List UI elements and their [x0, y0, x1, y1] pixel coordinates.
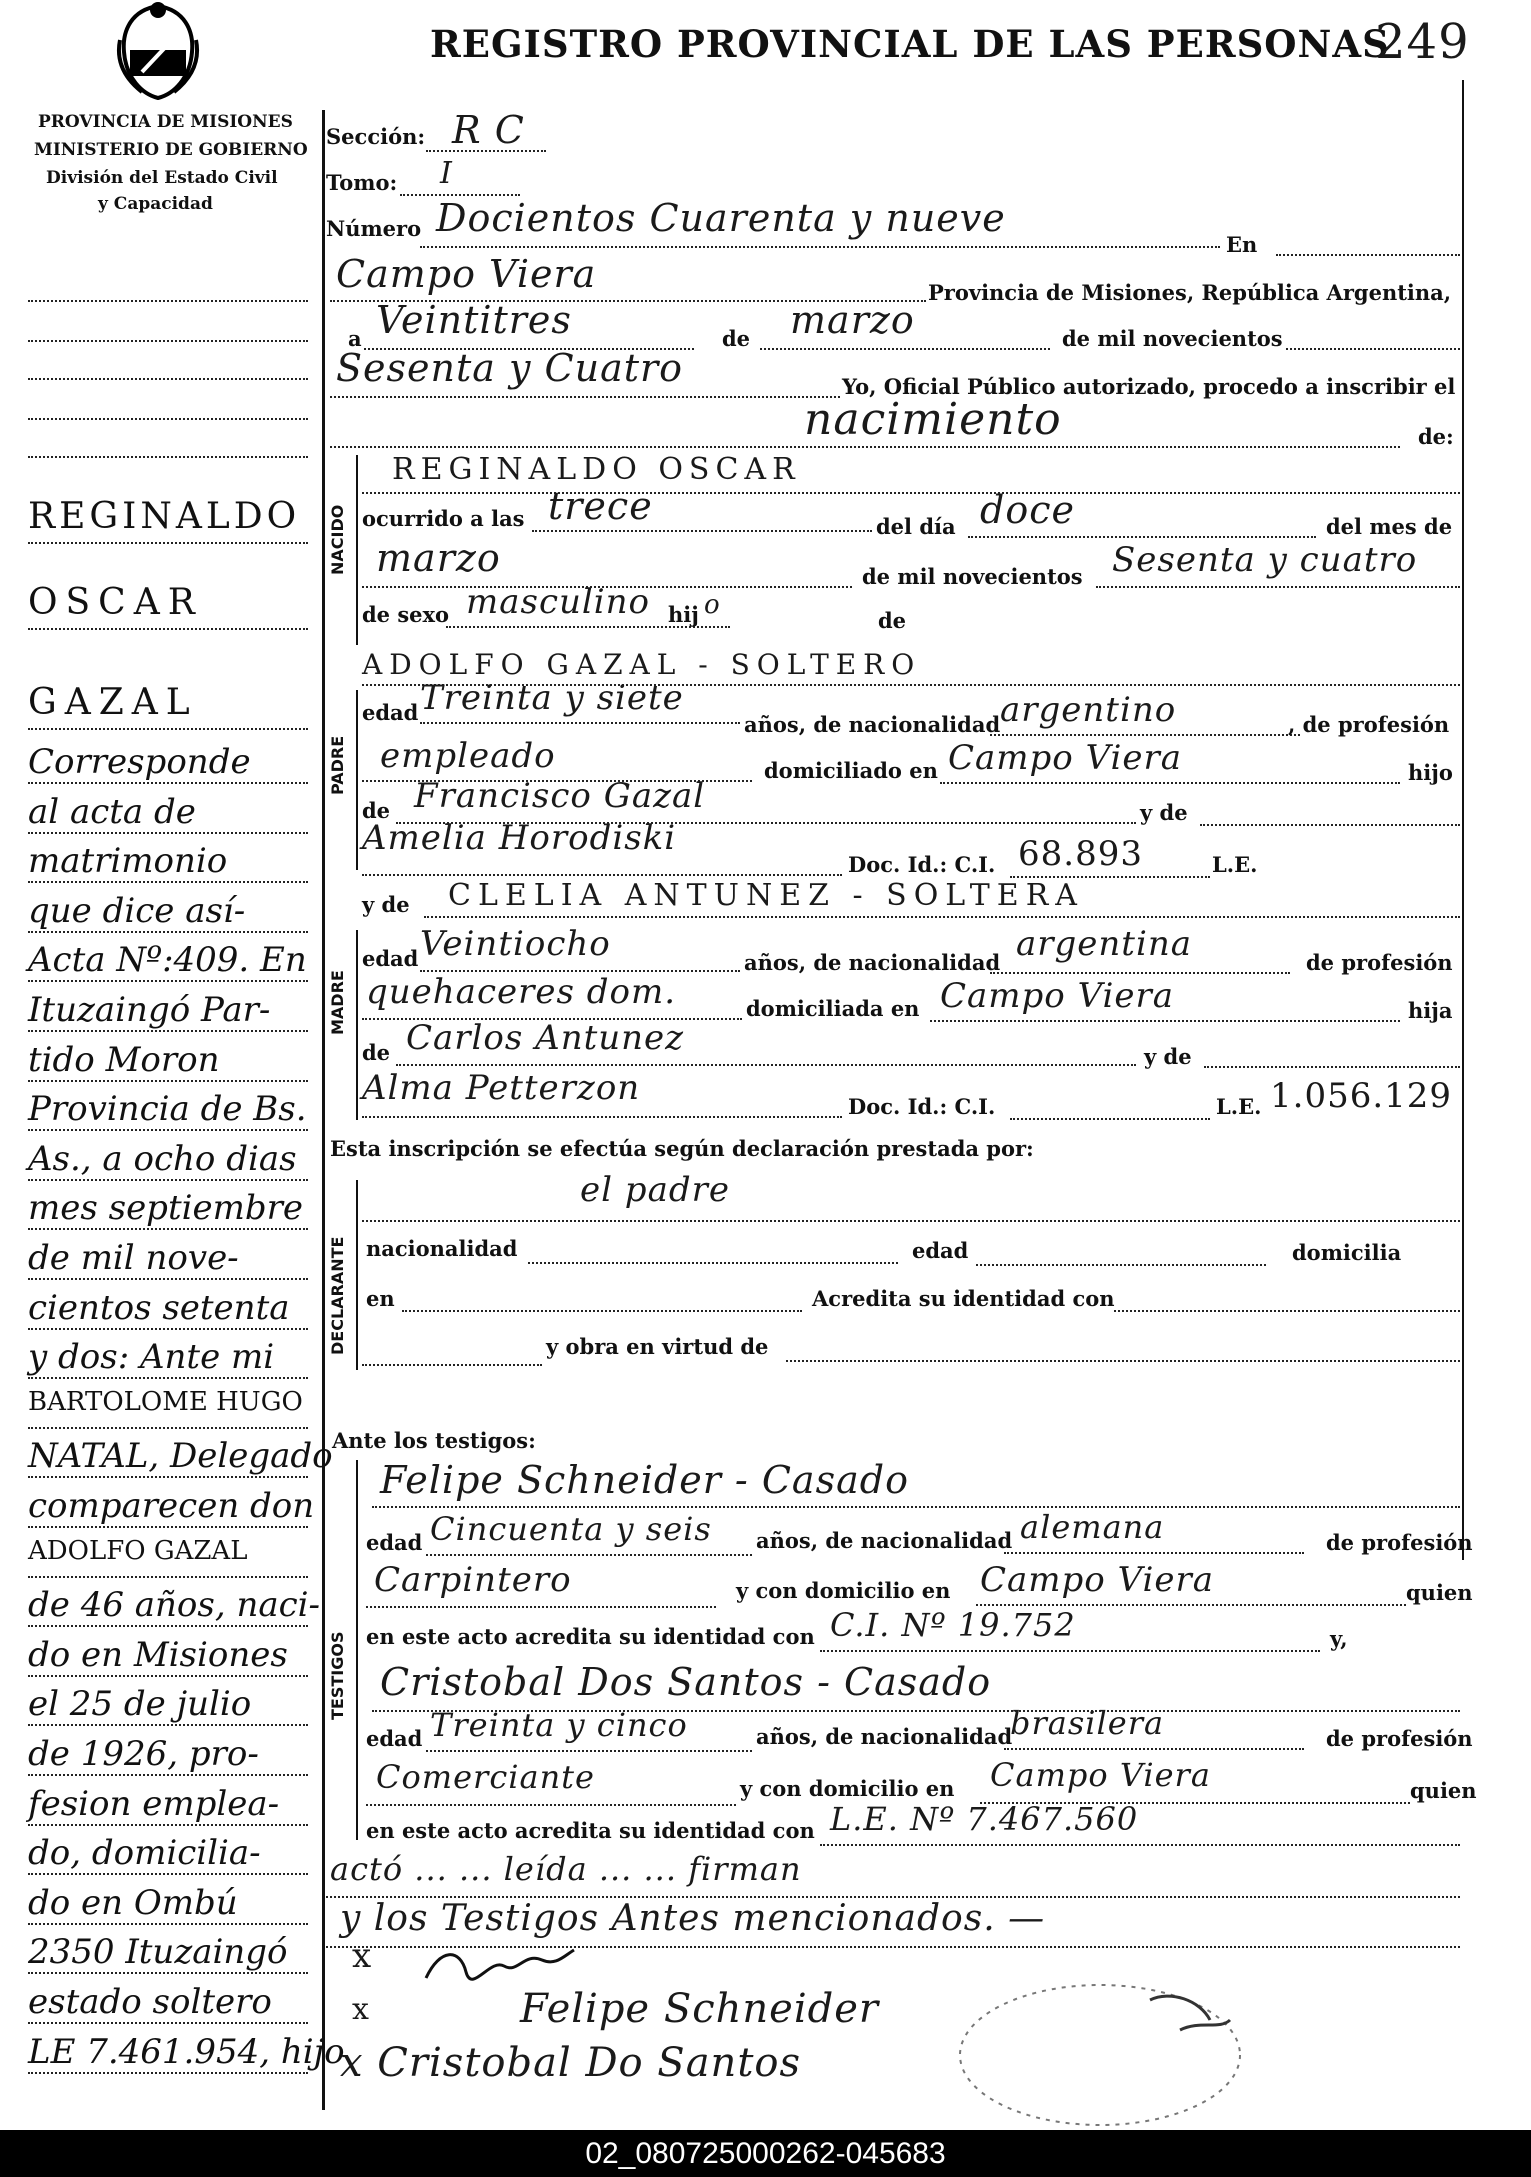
padre-nac-line [990, 734, 1300, 736]
t2-nacionalidad-value[interactable]: brasilera [1010, 1704, 1165, 1742]
margin-note-line: do, domicilia- [28, 1833, 261, 1873]
margin-note-line: BARTOLOME HUGO [28, 1387, 303, 1417]
margin-line [28, 1129, 308, 1131]
madre-doc-label: Doc. Id.: C.I. [848, 1094, 996, 1119]
t2-edad-label: edad [366, 1726, 423, 1751]
en-label: En [1226, 232, 1258, 257]
margin-line [28, 1972, 308, 1974]
margin-line [28, 980, 308, 982]
document-code: 02_080725000262-045683 [0, 2130, 1531, 2177]
margin-note-line: el 25 de julio [28, 1684, 252, 1724]
declarante-nacionalidad-label: nacionalidad [366, 1236, 518, 1261]
margin-name-3: GAZAL [28, 682, 198, 723]
t1-edad-label: edad [366, 1530, 423, 1555]
a-label: a [348, 326, 362, 351]
madre-edad-label: edad [362, 946, 419, 971]
madre-nombre-line [424, 916, 1460, 918]
t1-edad-value[interactable]: Cincuenta y seis [430, 1510, 712, 1548]
madre-madre-de-line [1204, 1066, 1460, 1068]
madre-de-line [396, 1064, 1136, 1066]
margin-name-1: REGINALDO [28, 496, 301, 537]
margin-line [28, 1625, 308, 1627]
madre-edad-value[interactable]: Veintiocho [420, 924, 611, 964]
margin-note-line: As., a ocho dias [28, 1139, 297, 1179]
declarante-domicilia-label: domicilia [1292, 1240, 1402, 1265]
madre-domicilio-value[interactable]: Campo Viera [940, 976, 1175, 1016]
margin-line [28, 1873, 308, 1875]
margin-line [28, 1427, 308, 1429]
sexo-value[interactable]: masculino [466, 582, 651, 622]
margin-name-2: OSCAR [28, 582, 203, 623]
margin-note-line: de mil nove- [28, 1238, 239, 1278]
closing-text-1: actó ... ... leída ... ... firman [330, 1850, 802, 1888]
t2-nac-line [1004, 1748, 1304, 1750]
section-bar-madre [356, 930, 358, 1120]
hij-value[interactable]: o [704, 590, 721, 620]
mil2-text: de mil novecientos [862, 564, 1083, 589]
declarante-en-label: en [366, 1286, 395, 1311]
nombre-line [362, 492, 1460, 494]
padre-nacionalidad-value[interactable]: argentino [1000, 690, 1177, 730]
padre-edad-line [420, 722, 740, 724]
nac-dia-line [968, 536, 1316, 538]
section-bar-nacido [356, 455, 358, 645]
margin-note-line: do en Ombú [28, 1883, 238, 1923]
t1-doc-line [820, 1650, 1320, 1652]
margin-note-line: tido Moron [28, 1040, 220, 1080]
t2-domicilio-label: y con domicilio en [740, 1776, 955, 1801]
del-mes-label: del mes de [1326, 514, 1453, 539]
padre-nombre-value[interactable]: ADOLFO GAZAL - SOLTERO [362, 648, 922, 681]
t2-domicilio-value[interactable]: Campo Viera [990, 1756, 1211, 1794]
t2-anios-text: años, de nacionalidad [756, 1724, 1013, 1749]
padre-profesion-label: , de profesión [1288, 712, 1450, 737]
sexo-label: de sexo [362, 602, 450, 627]
margin-line [28, 881, 308, 883]
margin-note-line: ADOLFO GAZAL [28, 1536, 248, 1566]
page-number: 249 [1375, 14, 1470, 70]
hij-label: hij [668, 602, 699, 627]
declarante-obra-line-1 [362, 1364, 542, 1366]
margin-line [28, 931, 308, 933]
t1-y-label: y, [1330, 1626, 1348, 1651]
t1-profesion-value[interactable]: Carpintero [374, 1560, 572, 1600]
declarante-acredita-line [1114, 1310, 1460, 1312]
margin-line [28, 1476, 308, 1478]
madre-doc-line [1010, 1118, 1210, 1120]
margin-note-line: de 46 años, naci- [28, 1585, 321, 1625]
dia-value[interactable]: Veintitres [376, 298, 572, 342]
madre-padre-de-value[interactable]: Carlos Antunez [406, 1018, 685, 1058]
mes-value[interactable]: marzo [790, 298, 915, 342]
margin-line [28, 1278, 308, 1280]
t1-nombre-value[interactable]: Felipe Schneider - Casado [380, 1458, 909, 1502]
margin-note-line: y dos: Ante mi [28, 1337, 275, 1377]
t1-nombre-line [372, 1506, 1460, 1508]
margin-line [28, 542, 308, 544]
margin-note-line: mes septiembre [28, 1188, 303, 1228]
margin-line [28, 1030, 308, 1032]
margin-note-line: comparecen don [28, 1486, 315, 1526]
frame-left-border [322, 110, 325, 2110]
declarante-obra-line-2 [786, 1360, 1460, 1362]
margin-line [28, 1377, 308, 1379]
signature-1: x [352, 1936, 373, 1976]
t1-doc-value[interactable]: C.I. Nº 19.752 [830, 1606, 1076, 1644]
margin-line [28, 1824, 308, 1826]
ocurrido-label: ocurrido a las [362, 506, 525, 531]
padre-de-label: de [362, 798, 391, 823]
madre-le-value[interactable]: 1.056.129 [1270, 1076, 1453, 1116]
padre-doc-value[interactable]: 68.893 [1018, 834, 1143, 874]
declarante-intro: Esta inscripción se efectúa según declaración prestada por: [330, 1136, 1034, 1161]
t2-edad-line [426, 1750, 752, 1752]
padre-madre-de-value[interactable]: Amelia Horodiski [362, 818, 677, 858]
margin-note-line: Ituzaingó Par- [28, 990, 271, 1030]
hora-line [532, 530, 872, 532]
mil-text: de mil novecientos [1062, 326, 1283, 351]
closing-text-2: y los Testigos Antes mencionados. — [340, 1898, 1046, 1939]
margin-line [28, 1080, 308, 1082]
t2-profesion-label: de profesión [1326, 1726, 1473, 1751]
margin-line [28, 456, 308, 458]
label-testigos: TESTIGOS [328, 1631, 347, 1720]
signature-2-name: Felipe Schneider [520, 1986, 880, 2032]
acto-value[interactable]: nacimiento [804, 394, 1062, 445]
margin-line [28, 1328, 308, 1330]
provincia-text: Provincia de Misiones, República Argentina, [928, 280, 1452, 305]
padre-madre-de-line [1200, 824, 1460, 826]
margin-note-line: do en Misiones [28, 1635, 288, 1675]
margin-note-line: que dice así- [28, 891, 246, 931]
padre-le-label: L.E. [1212, 852, 1258, 877]
margin-note-line: Provincia de Bs. [28, 1089, 307, 1129]
padre-domiciliado-label: domiciliado en [764, 758, 938, 783]
margin-line [28, 1526, 308, 1528]
seccion-value[interactable]: R C [452, 108, 525, 152]
t2-acredita-label: en este acto acredita su identidad con [366, 1818, 815, 1843]
margin-note-line: fesion emplea- [28, 1784, 280, 1824]
t2-quien-label: quien [1410, 1778, 1477, 1803]
madre-yde-label: y de [362, 892, 410, 917]
lugar-value[interactable]: Campo Viera [336, 252, 597, 296]
margin-line [28, 300, 308, 302]
t1-anios-text: años, de nacionalidad [756, 1528, 1013, 1553]
label-nacido: NACIDO [328, 504, 347, 575]
margin-line [28, 1228, 308, 1230]
declarante-en-line [402, 1310, 802, 1312]
nombre-value[interactable]: REGINALDO OSCAR [392, 452, 801, 487]
madre-hija-label: hija [1408, 998, 1453, 1023]
nac-mes-value[interactable]: marzo [376, 536, 501, 580]
padre-profesion-value[interactable]: empleado [380, 736, 556, 776]
margin-note-line: NATAL, Delegado [28, 1436, 333, 1476]
t2-prof-line [366, 1804, 736, 1806]
margin-line [28, 728, 308, 730]
margin-note-line: cientos setenta [28, 1288, 290, 1328]
agency-line-4: y Capacidad [98, 194, 213, 214]
tomo-value[interactable]: I [440, 156, 453, 191]
signature-3: x Cristobal Do Santos [340, 2040, 801, 2086]
margin-line [28, 832, 308, 834]
numero-line [420, 246, 1220, 248]
padre-yde-label: y de [1140, 800, 1188, 825]
t1-acredita-label: en este acto acredita su identidad con [366, 1624, 815, 1649]
seccion-label: Sección: [326, 124, 426, 149]
margin-line [28, 1179, 308, 1181]
padre-doc-label: Doc. Id.: C.I. [848, 852, 996, 877]
hora-value[interactable]: trece [548, 484, 653, 528]
t1-profesion-label: de profesión [1326, 1530, 1473, 1555]
t2-doc-value[interactable]: L.E. Nº 7.467.560 [830, 1800, 1139, 1838]
signature-2-mark: x [352, 1992, 370, 2027]
t1-quien-label: quien [1406, 1580, 1473, 1605]
section-bar-testigos [356, 1460, 358, 1840]
madre-yde2-label: y de [1144, 1044, 1192, 1069]
anio-line [330, 396, 840, 398]
madre-madre-de-value[interactable]: Alma Petterzon [362, 1068, 641, 1108]
madre-domiciliada-label: domiciliada en [746, 996, 920, 1021]
t2-nombre-value[interactable]: Cristobal Dos Santos - Casado [380, 1660, 992, 1704]
margin-note-line: matrimonio [28, 841, 228, 881]
mil-line [1286, 348, 1460, 350]
label-madre: MADRE [328, 970, 347, 1035]
numero-label: Número [326, 216, 422, 241]
margin-note-line: al acta de [28, 792, 196, 832]
declarante-por-line [362, 1220, 1460, 1222]
madre-profesion-value[interactable]: quehaceres dom. [366, 972, 677, 1012]
margin-line [28, 418, 308, 420]
margin-note-line: Corresponde [28, 742, 251, 782]
margin-line [28, 2072, 308, 2074]
declarante-por-value[interactable]: el padre [580, 1170, 730, 1210]
margin-line [28, 2022, 308, 2024]
madre-nombre-value[interactable]: CLELIA ANTUNEZ - SOLTERA [448, 878, 1084, 913]
t1-edad-line [426, 1554, 752, 1556]
nac-dia-value[interactable]: doce [980, 488, 1075, 532]
margin-line [28, 1774, 308, 1776]
de-label: de [722, 326, 751, 351]
margin-line [28, 1576, 308, 1578]
de2-label: de: [1418, 424, 1454, 449]
oficial-text: Yo, Oficial Público autorizado, procedo a inscribir el [842, 374, 1456, 399]
padre-anios-text: años, de nacionalidad [744, 712, 1001, 737]
margin-note-line: estado soltero [28, 1982, 272, 2022]
del-dia-label: del día [876, 514, 956, 539]
declarante-edad-line [976, 1264, 1266, 1266]
madre-madre-de-line-2 [362, 1116, 842, 1118]
de3-label: de [878, 608, 907, 633]
margin-line [28, 340, 308, 342]
margin-line [28, 628, 308, 630]
coat-of-arms-icon [112, 0, 204, 100]
margin-line [28, 378, 308, 380]
madre-de-label: de [362, 1040, 391, 1065]
padre-hijo-label: hijo [1408, 760, 1453, 785]
madre-le-label: L.E. [1216, 1094, 1262, 1119]
t1-prof-line [366, 1606, 716, 1608]
declarante-obra-label: y obra en virtud de [546, 1334, 769, 1359]
tomo-label: Tomo: [326, 170, 398, 195]
madre-profesion-label: de profesión [1306, 950, 1453, 975]
section-bar-declarante [356, 1180, 358, 1370]
margin-line [28, 1675, 308, 1677]
nac-anio-line [1096, 586, 1460, 588]
madre-dom-line [930, 1020, 1400, 1022]
padre-de-value[interactable]: Francisco Gazal [414, 776, 706, 816]
official-stamp-icon [950, 1960, 1250, 2130]
t2-edad-value[interactable]: Treinta y cinco [430, 1706, 688, 1744]
margin-note-line: Acta Nº:409. En [28, 940, 307, 980]
acto-line [330, 446, 1400, 448]
nac-anio-value[interactable]: Sesenta y cuatro [1112, 540, 1418, 580]
padre-edad-label: edad [362, 700, 419, 725]
margin-note-line: 2350 Ituzaingó [28, 1932, 288, 1972]
section-bar-padre [356, 690, 358, 870]
padre-dom-line [940, 782, 1400, 784]
agency-line-3: División del Estado Civil [46, 168, 278, 188]
t1-domicilio-value[interactable]: Campo Viera [980, 1560, 1215, 1600]
anio-value[interactable]: Sesenta y Cuatro [336, 346, 684, 390]
testigos-intro: Ante los testigos: [332, 1428, 536, 1453]
t2-doc-line [820, 1844, 1460, 1846]
agency-line-1: PROVINCIA DE MISIONES [38, 112, 293, 132]
document-title: REGISTRO PROVINCIAL DE LAS PERSONAS [430, 22, 1390, 66]
label-declarante: DECLARANTE [328, 1236, 347, 1355]
agency-line-2: MINISTERIO DE GOBIERNO [34, 140, 308, 160]
margin-line [28, 1923, 308, 1925]
declarante-acredita-label: Acredita su identidad con [812, 1286, 1115, 1311]
t1-domicilio-label: y con domicilio en [736, 1578, 951, 1603]
padre-domicilio-value[interactable]: Campo Viera [948, 738, 1183, 778]
madre-nacionalidad-value[interactable]: argentina [1016, 924, 1193, 964]
label-padre: PADRE [328, 735, 347, 795]
padre-madre-de-line-2 [362, 874, 842, 876]
frame-right-border [1462, 80, 1464, 1560]
margin-line [28, 1724, 308, 1726]
declarante-edad-label: edad [912, 1238, 969, 1263]
margin-line [28, 782, 308, 784]
t1-nacionalidad-value[interactable]: alemana [1020, 1508, 1165, 1546]
padre-edad-value[interactable]: Treinta y siete [420, 678, 684, 718]
madre-nac-line [990, 972, 1290, 974]
numero-value[interactable]: Docientos Cuarenta y nueve [436, 196, 1006, 240]
mes-line [760, 348, 1050, 350]
declarante-nac-line [528, 1262, 898, 1264]
en-line [1276, 254, 1460, 256]
margin-note-line: LE 7.461.954, hijo [28, 2032, 345, 2072]
margin-note-line: de 1926, pro- [28, 1734, 259, 1774]
t2-profesion-value[interactable]: Comerciante [376, 1758, 595, 1796]
madre-anios-text: años, de nacionalidad [744, 950, 1001, 975]
t1-nac-line [1004, 1552, 1304, 1554]
